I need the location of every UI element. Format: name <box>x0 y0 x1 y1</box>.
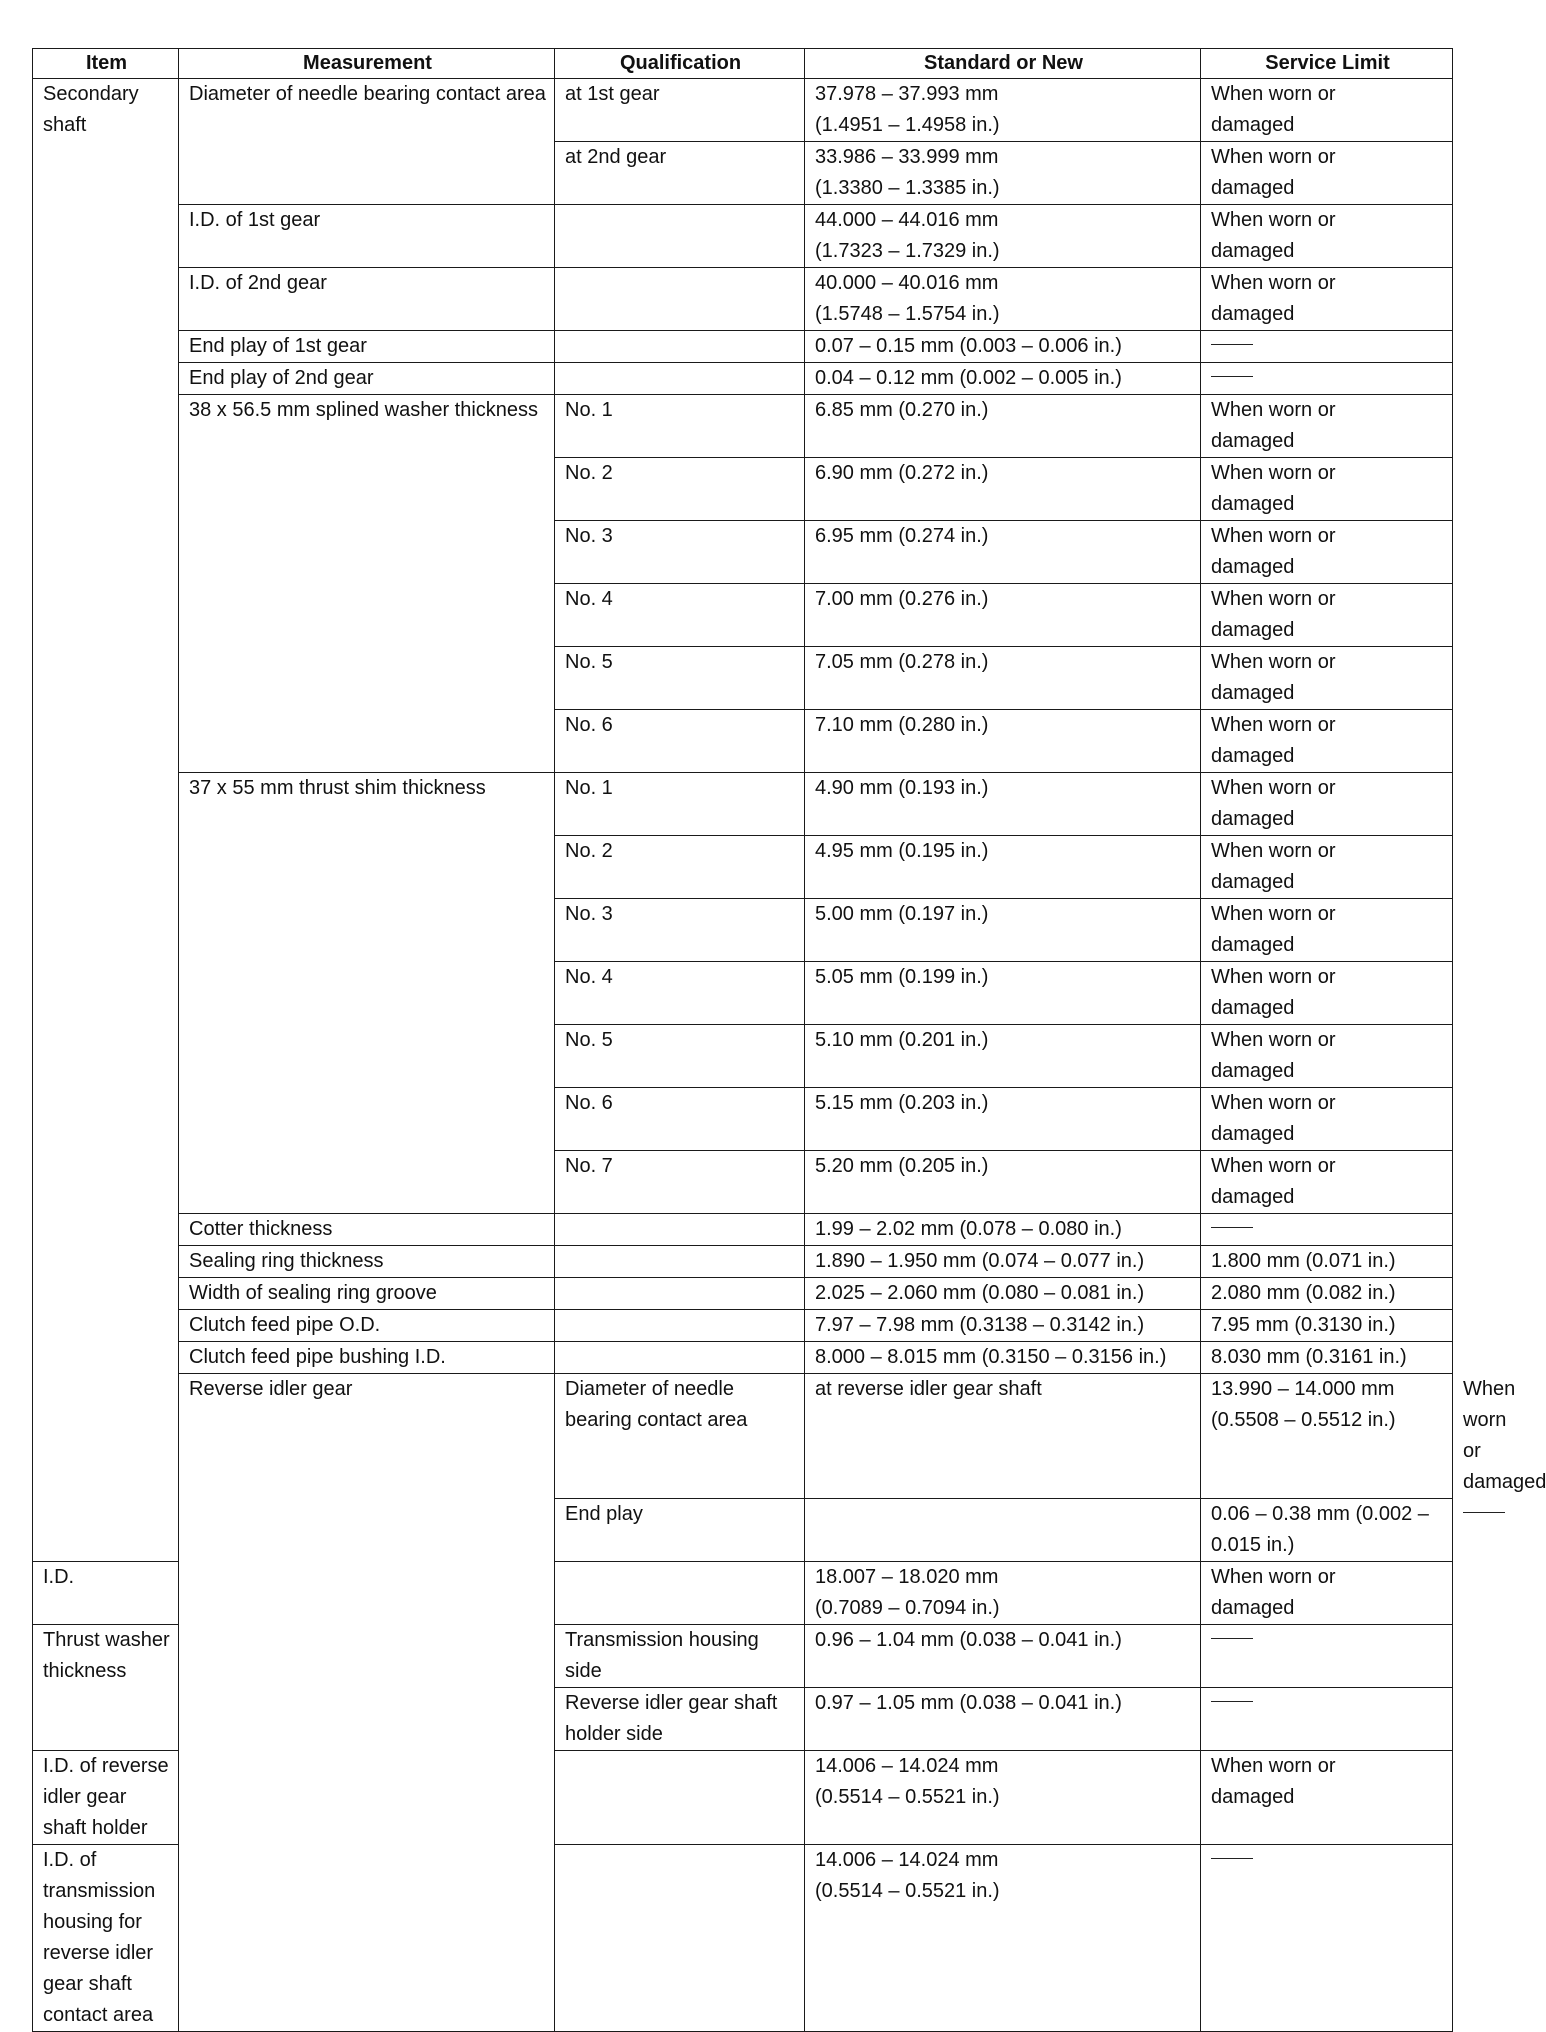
item-reverse-idler-gear: Reverse idler gear <box>179 1374 555 2032</box>
standard-cell: 5.20 mm (0.205 in.) <box>805 1151 1201 1214</box>
table-row <box>33 1214 1453 1246</box>
standard-cell: 2.025 – 2.060 mm (0.080 – 0.081 in.) <box>805 1278 1201 1310</box>
service-limit-cell: 2.080 mm (0.082 in.) <box>1201 1278 1453 1310</box>
no-limit-dash <box>1463 1512 1505 1513</box>
standard-cell: 14.006 – 14.024 mm (0.5514 – 0.5521 in.) <box>805 1845 1201 2032</box>
service-limit-cell: When worn or damaged <box>1201 647 1453 710</box>
qualification-cell: at 2nd gear <box>555 142 805 205</box>
qualification-cell: No. 1 <box>555 395 805 458</box>
standard-cell: 37.978 – 37.993 mm (1.4951 – 1.4958 in.) <box>805 79 1201 142</box>
service-limit-cell <box>1201 1845 1453 2032</box>
standard-cell: 0.04 – 0.12 mm (0.002 – 0.005 in.) <box>805 363 1201 395</box>
service-limit-cell <box>1201 1625 1453 1688</box>
standard-cell: 5.05 mm (0.199 in.) <box>805 962 1201 1025</box>
service-limit-cell: When worn or damaged <box>1201 268 1453 331</box>
table-row <box>33 79 1453 142</box>
no-limit-dash <box>1211 1638 1253 1639</box>
qualification-cell: Reverse idler gear shaft holder side <box>555 1688 805 1751</box>
service-limit-cell: When worn or damaged <box>1201 899 1453 962</box>
table-row <box>33 773 1453 836</box>
service-limit-cell: When worn or damaged <box>1201 773 1453 836</box>
qualification-cell <box>555 331 805 363</box>
measurement-cell: Width of sealing ring groove <box>179 1278 555 1310</box>
qualification-cell: Transmission housing side <box>555 1625 805 1688</box>
header-measurement: Measurement <box>179 49 555 79</box>
service-limit-cell: When worn or damaged <box>1201 458 1453 521</box>
no-limit-dash <box>1211 1858 1253 1859</box>
specification-table <box>32 48 1546 2032</box>
item-secondary-shaft: Secondary shaft <box>33 79 179 1562</box>
standard-cell: 8.000 – 8.015 mm (0.3150 – 0.3156 in.) <box>805 1342 1201 1374</box>
no-limit-dash <box>1211 376 1253 377</box>
standard-cell: 4.90 mm (0.193 in.) <box>805 773 1201 836</box>
qualification-cell <box>555 1562 805 1625</box>
service-limit-cell: When worn or damaged <box>1201 1751 1453 1845</box>
service-limit-cell <box>1201 331 1453 363</box>
qualification-cell <box>555 1310 805 1342</box>
measurement-cell: I.D. of transmission housing for reverse idler gear shaft contact area <box>33 1845 179 2032</box>
table-row <box>33 331 1453 363</box>
no-limit-dash <box>1211 1701 1253 1702</box>
table-row <box>33 363 1453 395</box>
standard-cell: 7.05 mm (0.278 in.) <box>805 647 1201 710</box>
service-limit-cell: When worn or damaged <box>1201 962 1453 1025</box>
no-limit-dash <box>1211 344 1253 345</box>
measurement-cell: I.D. of 1st gear <box>179 205 555 268</box>
standard-cell: 0.97 – 1.05 mm (0.038 – 0.041 in.) <box>805 1688 1201 1751</box>
measurement-cell: Thrust washer thickness <box>33 1625 179 1751</box>
qualification-cell <box>555 1278 805 1310</box>
qualification-cell: No. 1 <box>555 773 805 836</box>
service-limit-cell: When worn or damaged <box>1201 836 1453 899</box>
standard-cell: 0.96 – 1.04 mm (0.038 – 0.041 in.) <box>805 1625 1201 1688</box>
service-limit-cell: 1.800 mm (0.071 in.) <box>1201 1246 1453 1278</box>
qualification-cell <box>555 363 805 395</box>
table-row <box>33 1342 1453 1374</box>
table-row <box>33 1278 1453 1310</box>
qualification-cell: No. 6 <box>555 710 805 773</box>
standard-cell: 18.007 – 18.020 mm (0.7089 – 0.7094 in.) <box>805 1562 1201 1625</box>
service-limit-cell: When worn or damaged <box>1201 205 1453 268</box>
qualification-cell <box>555 1342 805 1374</box>
standard-cell: 5.15 mm (0.203 in.) <box>805 1088 1201 1151</box>
qualification-cell <box>555 268 805 331</box>
service-limit-cell: When worn or damaged <box>1201 1151 1453 1214</box>
table-row: Reverse idler gear Diameter of needle bearing contact area at reverse idler gear shaft 13.990 – 14.000 mm (0.5508 – 0.5512 in.) When worn or damaged <box>33 1374 1453 1499</box>
qualification-cell: No. 4 <box>555 584 805 647</box>
service-limit-cell: When worn or damaged <box>1201 1025 1453 1088</box>
qualification-cell: No. 3 <box>555 521 805 584</box>
header-service-limit: Service Limit <box>1201 49 1453 79</box>
measurement-cell: I.D. <box>33 1562 179 1625</box>
qualification-cell: No. 2 <box>555 458 805 521</box>
no-limit-dash <box>1211 1227 1253 1228</box>
qualification-cell <box>555 1214 805 1246</box>
service-limit-cell: 8.030 mm (0.3161 in.) <box>1201 1342 1453 1374</box>
measurement-cell: Clutch feed pipe bushing I.D. <box>179 1342 555 1374</box>
standard-cell: 14.006 – 14.024 mm (0.5514 – 0.5521 in.) <box>805 1751 1201 1845</box>
measurement-cell: Sealing ring thickness <box>179 1246 555 1278</box>
service-limit-cell: When worn or damaged <box>1201 710 1453 773</box>
standard-cell: 0.06 – 0.38 mm (0.002 – 0.015 in.) <box>1201 1499 1453 1562</box>
service-limit-cell: When worn or damaged <box>1201 142 1453 205</box>
qualification-cell: No. 5 <box>555 647 805 710</box>
measurement-cell: Diameter of needle bearing contact area <box>179 79 555 205</box>
standard-cell: 44.000 – 44.016 mm (1.7323 – 1.7329 in.) <box>805 205 1201 268</box>
measurement-cell: I.D. of reverse idler gear shaft holder <box>33 1751 179 1845</box>
qualification-cell <box>555 1246 805 1278</box>
measurement-cell: 37 x 55 mm thrust shim thickness <box>179 773 555 1214</box>
standard-cell: 7.00 mm (0.276 in.) <box>805 584 1201 647</box>
table-row <box>33 1246 1453 1278</box>
table-row <box>33 205 1453 268</box>
standard-cell: 13.990 – 14.000 mm (0.5508 – 0.5512 in.) <box>1201 1374 1453 1499</box>
table-row <box>33 395 1453 458</box>
header-item: Item <box>33 49 179 79</box>
standard-cell: 5.10 mm (0.201 in.) <box>805 1025 1201 1088</box>
spec-sheet <box>32 48 1546 2032</box>
table-row <box>33 268 1453 331</box>
header-qualification: Qualification <box>555 49 805 79</box>
measurement-cell: End play of 1st gear <box>179 331 555 363</box>
service-limit-cell: When worn or damaged <box>1201 584 1453 647</box>
measurement-cell: End play of 2nd gear <box>179 363 555 395</box>
qualification-cell: No. 3 <box>555 899 805 962</box>
standard-cell: 40.000 – 40.016 mm (1.5748 – 1.5754 in.) <box>805 268 1201 331</box>
standard-cell: 7.10 mm (0.280 in.) <box>805 710 1201 773</box>
table-row <box>33 1310 1453 1342</box>
qualification-cell: No. 6 <box>555 1088 805 1151</box>
qualification-cell: at 1st gear <box>555 79 805 142</box>
measurement-cell: Diameter of needle bearing contact area <box>555 1374 805 1499</box>
qualification-cell: No. 4 <box>555 962 805 1025</box>
service-limit-cell: 7.95 mm (0.3130 in.) <box>1201 1310 1453 1342</box>
qualification-cell <box>555 1845 805 2032</box>
service-limit-cell <box>1201 1214 1453 1246</box>
standard-cell: 7.97 – 7.98 mm (0.3138 – 0.3142 in.) <box>805 1310 1201 1342</box>
standard-cell: 1.890 – 1.950 mm (0.074 – 0.077 in.) <box>805 1246 1201 1278</box>
standard-cell: 6.95 mm (0.274 in.) <box>805 521 1201 584</box>
standard-cell: 6.85 mm (0.270 in.) <box>805 395 1201 458</box>
measurement-cell: End play <box>555 1499 805 1562</box>
service-limit-cell: When worn or damaged <box>1201 79 1453 142</box>
service-limit-cell <box>1201 363 1453 395</box>
measurement-cell: Clutch feed pipe O.D. <box>179 1310 555 1342</box>
header-row <box>33 49 1453 79</box>
standard-cell: 4.95 mm (0.195 in.) <box>805 836 1201 899</box>
standard-cell: 33.986 – 33.999 mm (1.3380 – 1.3385 in.) <box>805 142 1201 205</box>
measurement-cell: Cotter thickness <box>179 1214 555 1246</box>
service-limit-cell <box>1201 1688 1453 1751</box>
service-limit-cell: When worn or damaged <box>1201 395 1453 458</box>
standard-cell: 1.99 – 2.02 mm (0.078 – 0.080 in.) <box>805 1214 1201 1246</box>
qualification-cell: No. 7 <box>555 1151 805 1214</box>
qualification-cell <box>555 1751 805 1845</box>
standard-cell: 0.07 – 0.15 mm (0.003 – 0.006 in.) <box>805 331 1201 363</box>
qualification-cell: No. 2 <box>555 836 805 899</box>
standard-cell: 6.90 mm (0.272 in.) <box>805 458 1201 521</box>
header-standard: Standard or New <box>805 49 1201 79</box>
standard-cell: 5.00 mm (0.197 in.) <box>805 899 1201 962</box>
service-limit-cell: When worn or damaged <box>1201 1088 1453 1151</box>
service-limit-cell: When worn or damaged <box>1201 521 1453 584</box>
qualification-cell <box>555 205 805 268</box>
measurement-cell: I.D. of 2nd gear <box>179 268 555 331</box>
qualification-cell: at reverse idler gear shaft <box>805 1374 1201 1499</box>
qualification-cell: No. 5 <box>555 1025 805 1088</box>
service-limit-cell: When worn or damaged <box>1201 1562 1453 1625</box>
measurement-cell: 38 x 56.5 mm splined washer thickness <box>179 395 555 773</box>
qualification-cell <box>805 1499 1201 1562</box>
